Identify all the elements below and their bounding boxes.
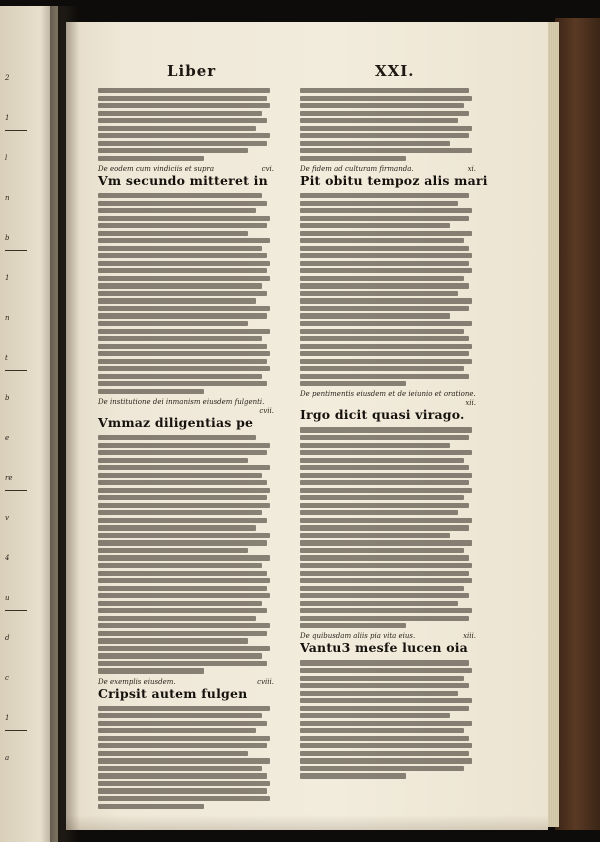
marginal-note: a xyxy=(5,754,10,762)
marginal-note: t xyxy=(5,354,8,362)
text-line xyxy=(98,518,267,523)
text-line xyxy=(98,88,270,93)
text-line xyxy=(98,366,270,371)
text-line xyxy=(98,586,267,591)
text-line xyxy=(98,450,267,455)
text-line xyxy=(300,736,469,741)
text-line xyxy=(300,126,472,131)
text-line xyxy=(300,313,450,318)
text-line xyxy=(300,291,458,296)
text-line xyxy=(300,751,469,756)
text-line xyxy=(98,231,248,236)
text-line xyxy=(300,276,464,281)
marginal-note: b xyxy=(5,394,10,402)
page-bottom-shade xyxy=(66,815,548,830)
text-line xyxy=(98,668,204,673)
chapter-heading xyxy=(300,164,488,188)
text-line xyxy=(98,291,267,296)
text-line xyxy=(300,336,469,341)
chapter-number: cviii. xyxy=(257,677,274,686)
text-line xyxy=(300,465,469,470)
chapter-number: xiii. xyxy=(463,632,476,641)
text-line xyxy=(300,231,472,236)
text-line xyxy=(98,781,270,786)
text-line xyxy=(98,751,248,756)
text-line xyxy=(300,548,464,553)
text-line xyxy=(300,525,469,530)
text-line xyxy=(300,435,469,440)
leather-cover xyxy=(555,18,600,830)
text-line xyxy=(300,758,472,763)
hinge-shadow xyxy=(66,22,80,830)
text-line xyxy=(300,586,464,591)
text-line xyxy=(98,268,267,273)
text-line xyxy=(300,706,469,711)
text-line xyxy=(300,676,464,681)
rubric-text: De fidem ad culturam firmanda. xyxy=(300,164,414,173)
text-line xyxy=(300,668,472,673)
text-line xyxy=(98,616,256,621)
chapter-incipit: Vmmaz diligentias pe xyxy=(98,414,254,430)
text-line xyxy=(98,96,267,101)
text-line xyxy=(98,533,270,538)
marginal-note: 4 xyxy=(5,554,10,562)
text-line xyxy=(300,344,472,349)
text-line xyxy=(300,766,464,771)
marginal-note: b xyxy=(5,234,10,242)
marginal-rule xyxy=(5,730,27,731)
text-line xyxy=(300,381,406,386)
chapter-heading xyxy=(300,632,476,655)
rubric-text: De institutione dei inmanism eiusdem fulgenti. xyxy=(98,397,265,406)
text-line xyxy=(98,804,204,809)
text-line xyxy=(300,488,472,493)
text-line xyxy=(98,458,248,463)
text-line xyxy=(98,555,270,560)
text-line xyxy=(98,313,267,318)
text-line xyxy=(300,321,472,326)
chapter-incipit: Cripsit autem fulgen xyxy=(98,685,248,701)
text-line xyxy=(98,306,270,311)
marginal-rule xyxy=(5,610,27,611)
text-line xyxy=(98,329,270,334)
text-line xyxy=(98,766,262,771)
text-line xyxy=(98,141,267,146)
text-line xyxy=(98,443,270,448)
text-line xyxy=(98,713,262,718)
marginal-note: 1 xyxy=(5,114,10,122)
text-line xyxy=(98,510,262,515)
text-line xyxy=(98,578,270,583)
chapter-heading xyxy=(98,678,274,701)
text-line xyxy=(300,495,464,500)
marginal-note: c xyxy=(5,674,9,682)
text-line xyxy=(98,298,256,303)
text-line xyxy=(98,148,248,153)
text-line xyxy=(300,683,469,688)
text-line xyxy=(98,216,270,221)
text-line xyxy=(98,601,262,606)
text-line xyxy=(300,713,450,718)
text-line xyxy=(98,465,270,470)
text-line xyxy=(98,111,262,116)
rubric-text: De pentimentis eiusdem et de ieiunio et oratione. xyxy=(300,390,476,399)
text-line xyxy=(98,706,270,711)
text-line xyxy=(300,374,469,379)
text-line xyxy=(98,351,270,356)
text-line xyxy=(300,268,472,273)
text-line xyxy=(300,503,469,508)
text-line xyxy=(300,88,469,93)
text-line xyxy=(98,525,256,530)
text-line xyxy=(300,103,464,108)
text-line xyxy=(300,616,469,621)
text-line xyxy=(98,736,270,741)
text-line xyxy=(300,510,458,515)
text-line xyxy=(300,593,469,598)
text-line xyxy=(98,276,270,281)
text-line xyxy=(300,141,450,146)
text-line xyxy=(300,743,472,748)
text-line xyxy=(300,443,450,448)
text-line xyxy=(300,261,469,266)
marginal-note: e xyxy=(5,434,10,442)
text-line xyxy=(98,653,262,658)
text-line xyxy=(300,473,472,478)
text-line xyxy=(300,691,458,696)
text-line xyxy=(300,156,406,161)
text-line xyxy=(98,321,248,326)
text-column-right xyxy=(300,88,488,781)
chapter-heading xyxy=(300,390,476,422)
running-head-left: Liber xyxy=(167,62,217,80)
text-line xyxy=(98,359,267,364)
text-line xyxy=(300,563,472,568)
text-line xyxy=(300,253,472,258)
chapter-heading xyxy=(98,165,274,188)
text-line xyxy=(300,329,464,334)
chapter-incipit: Vm secundo mitteret in xyxy=(98,172,268,188)
text-line xyxy=(98,118,267,123)
text-line xyxy=(98,126,256,131)
marginal-rule xyxy=(5,130,27,131)
text-line xyxy=(300,359,472,364)
text-line xyxy=(98,283,262,288)
text-line xyxy=(98,608,267,613)
text-line xyxy=(300,193,469,198)
text-line xyxy=(98,223,267,228)
rubric-text: De eodem cum vindiciis et supra xyxy=(98,164,215,173)
text-line xyxy=(300,608,472,613)
marginal-note: l xyxy=(5,154,8,162)
text-line xyxy=(98,721,267,726)
chapter-rubric xyxy=(98,398,274,416)
text-line xyxy=(98,473,262,478)
text-line xyxy=(98,548,248,553)
text-line xyxy=(98,773,267,778)
text-line xyxy=(98,374,262,379)
text-line xyxy=(98,133,270,138)
chapter-rubric xyxy=(300,390,476,408)
marginal-note: re xyxy=(5,474,13,482)
text-line xyxy=(98,503,270,508)
text-line xyxy=(300,533,450,538)
text-line xyxy=(98,435,256,440)
text-line xyxy=(98,540,267,545)
chapter-incipit: Vantu3 mesfe lucen oia xyxy=(300,640,468,656)
marginal-note: u xyxy=(5,594,10,602)
text-line xyxy=(98,344,267,349)
text-line xyxy=(98,631,267,636)
text-line xyxy=(98,156,204,161)
marginal-note: n xyxy=(5,314,10,322)
chapter-number: xii. xyxy=(465,399,476,408)
running-head-right: XXI. xyxy=(375,62,415,80)
text-line xyxy=(98,389,204,394)
text-line xyxy=(98,758,270,763)
text-line xyxy=(300,118,458,123)
text-line xyxy=(98,381,267,386)
chapter-number: cvi. xyxy=(261,164,274,173)
text-line xyxy=(98,661,267,666)
text-line xyxy=(300,366,464,371)
text-line xyxy=(98,743,267,748)
text-line xyxy=(98,638,248,643)
text-line xyxy=(300,518,472,523)
text-line xyxy=(98,495,267,500)
marginal-note: n xyxy=(5,194,10,202)
text-line xyxy=(300,351,469,356)
text-line xyxy=(300,773,406,778)
text-line xyxy=(300,601,458,606)
text-line xyxy=(300,728,464,733)
marginal-note: d xyxy=(5,634,10,642)
chapter-heading xyxy=(98,398,274,430)
text-line xyxy=(98,728,256,733)
text-line xyxy=(98,488,270,493)
marginal-note: 1 xyxy=(5,714,10,722)
text-line xyxy=(300,246,469,251)
marginal-note: 2 xyxy=(5,74,10,82)
text-line xyxy=(300,201,458,206)
text-line xyxy=(300,238,464,243)
text-line xyxy=(98,480,267,485)
text-line xyxy=(300,660,469,665)
text-line xyxy=(98,571,267,576)
marginal-rule xyxy=(5,490,27,491)
text-line xyxy=(300,306,469,311)
text-line xyxy=(300,208,472,213)
text-line xyxy=(98,238,270,243)
text-line xyxy=(98,103,270,108)
marginal-rule xyxy=(5,250,27,251)
text-line xyxy=(98,193,262,198)
marginal-rule xyxy=(5,370,27,371)
text-line xyxy=(300,458,464,463)
marginal-note: v xyxy=(5,514,9,522)
chapter-number: xi. xyxy=(467,164,476,173)
chapter-number: cvii. xyxy=(259,406,274,415)
text-line xyxy=(98,261,270,266)
chapter-incipit: Pit obitu tempoz alis mari xyxy=(300,172,488,188)
text-line xyxy=(300,480,469,485)
text-column-left xyxy=(98,88,274,811)
text-line xyxy=(98,563,262,568)
text-line xyxy=(300,578,472,583)
text-line xyxy=(98,796,270,801)
text-line xyxy=(98,646,270,651)
rubric-text: De quibusdam aliis pia vita eius. xyxy=(300,632,416,641)
text-line xyxy=(300,111,469,116)
text-line xyxy=(300,623,406,628)
chapter-incipit: Irgo dicit quasi virago. xyxy=(300,407,465,423)
text-line xyxy=(98,623,270,628)
rubric-text: De exemplis eiusdem. xyxy=(98,677,176,686)
text-line xyxy=(300,571,469,576)
text-line xyxy=(300,216,469,221)
text-line xyxy=(98,201,267,206)
text-line xyxy=(98,336,262,341)
text-line xyxy=(300,96,472,101)
text-line xyxy=(300,298,472,303)
text-line xyxy=(300,133,469,138)
text-line xyxy=(98,208,256,213)
text-line xyxy=(300,148,472,153)
text-line xyxy=(300,450,472,455)
facing-page-marginalia xyxy=(2,70,48,830)
text-line xyxy=(98,246,262,251)
text-line xyxy=(300,721,472,726)
text-line xyxy=(98,253,267,258)
text-line xyxy=(300,555,469,560)
text-line xyxy=(300,698,472,703)
text-line xyxy=(300,540,472,545)
marginal-note: 1 xyxy=(5,274,10,282)
text-line xyxy=(300,283,469,288)
text-line xyxy=(98,593,270,598)
text-line xyxy=(98,788,267,793)
text-line xyxy=(300,427,472,432)
text-line xyxy=(300,223,450,228)
